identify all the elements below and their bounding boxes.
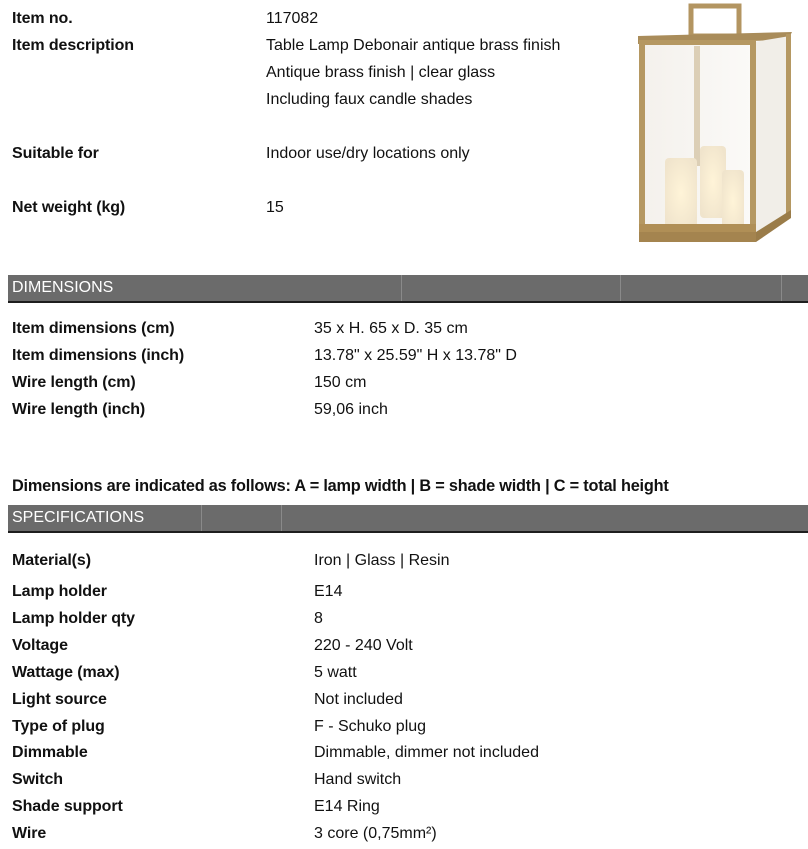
- dimension-label: Wire length (inch): [12, 401, 146, 418]
- spec-value: Hand switch: [314, 771, 402, 788]
- item-no-value: 117082: [266, 10, 319, 27]
- item-description-line-1: Table Lamp Debonair antique brass finish: [266, 37, 561, 54]
- spec-value: 5 watt: [314, 664, 357, 681]
- item-description-line-2: Antique brass finish | clear glass: [266, 64, 496, 81]
- dimension-label: Item dimensions (cm): [12, 320, 175, 337]
- spec-label: Voltage: [12, 637, 68, 654]
- dimension-label: Wire length (cm): [12, 374, 136, 391]
- product-image: [622, 2, 798, 248]
- header-divider: [201, 505, 202, 531]
- dimension-value: 13.78" x 25.59" H x 13.78" D: [314, 347, 517, 364]
- spec-value: Iron | Glass | Resin: [314, 552, 450, 569]
- suitable-for-label: Suitable for: [12, 145, 99, 162]
- item-no-label: Item no.: [12, 10, 73, 27]
- dimension-value: 150 cm: [314, 374, 367, 391]
- item-description-line-3: Including faux candle shades: [266, 91, 473, 108]
- specifications-header-title: SPECIFICATIONS: [12, 509, 145, 526]
- dimensions-header: [8, 275, 808, 303]
- spec-label: Shade support: [12, 798, 123, 815]
- spec-value: E14: [314, 583, 343, 600]
- spec-label: Light source: [12, 691, 107, 708]
- specifications-header: [8, 505, 808, 533]
- spec-label: Lamp holder: [12, 583, 107, 600]
- dimensions-header-title: DIMENSIONS: [12, 279, 114, 296]
- dimension-value: 35 x H. 65 x D. 35 cm: [314, 320, 468, 337]
- header-divider: [781, 275, 782, 301]
- spec-label: Type of plug: [12, 718, 105, 735]
- dimensions-note: Dimensions are indicated as follows: A = lamp width | B = shade width | C = total height: [12, 477, 669, 495]
- item-description-label: Item description: [12, 37, 134, 54]
- header-divider: [620, 275, 621, 301]
- spec-label: Dimmable: [12, 744, 88, 761]
- net-weight-label: Net weight (kg): [12, 199, 126, 216]
- dimension-value: 59,06 inch: [314, 401, 388, 418]
- suitable-for-value: Indoor use/dry locations only: [266, 145, 470, 162]
- header-divider: [401, 275, 402, 301]
- spec-value: Not included: [314, 691, 403, 708]
- spec-label: Lamp holder qty: [12, 610, 135, 627]
- spec-value: Dimmable, dimmer not included: [314, 744, 539, 761]
- spec-value: E14 Ring: [314, 798, 380, 815]
- spec-value: 8: [314, 610, 323, 627]
- spec-value: 3 core (0,75mm²): [314, 825, 437, 842]
- header-divider: [281, 505, 282, 531]
- spec-label: Switch: [12, 771, 63, 788]
- spec-label: Wire: [12, 825, 47, 842]
- dimension-label: Item dimensions (inch): [12, 347, 185, 364]
- spec-label: Material(s): [12, 552, 91, 569]
- lantern-lamp-illustration: [622, 2, 798, 248]
- spec-label: Wattage (max): [12, 664, 120, 681]
- spec-value: F - Schuko plug: [314, 718, 427, 735]
- spec-value: 220 - 240 Volt: [314, 637, 413, 654]
- net-weight-value: 15: [266, 199, 284, 216]
